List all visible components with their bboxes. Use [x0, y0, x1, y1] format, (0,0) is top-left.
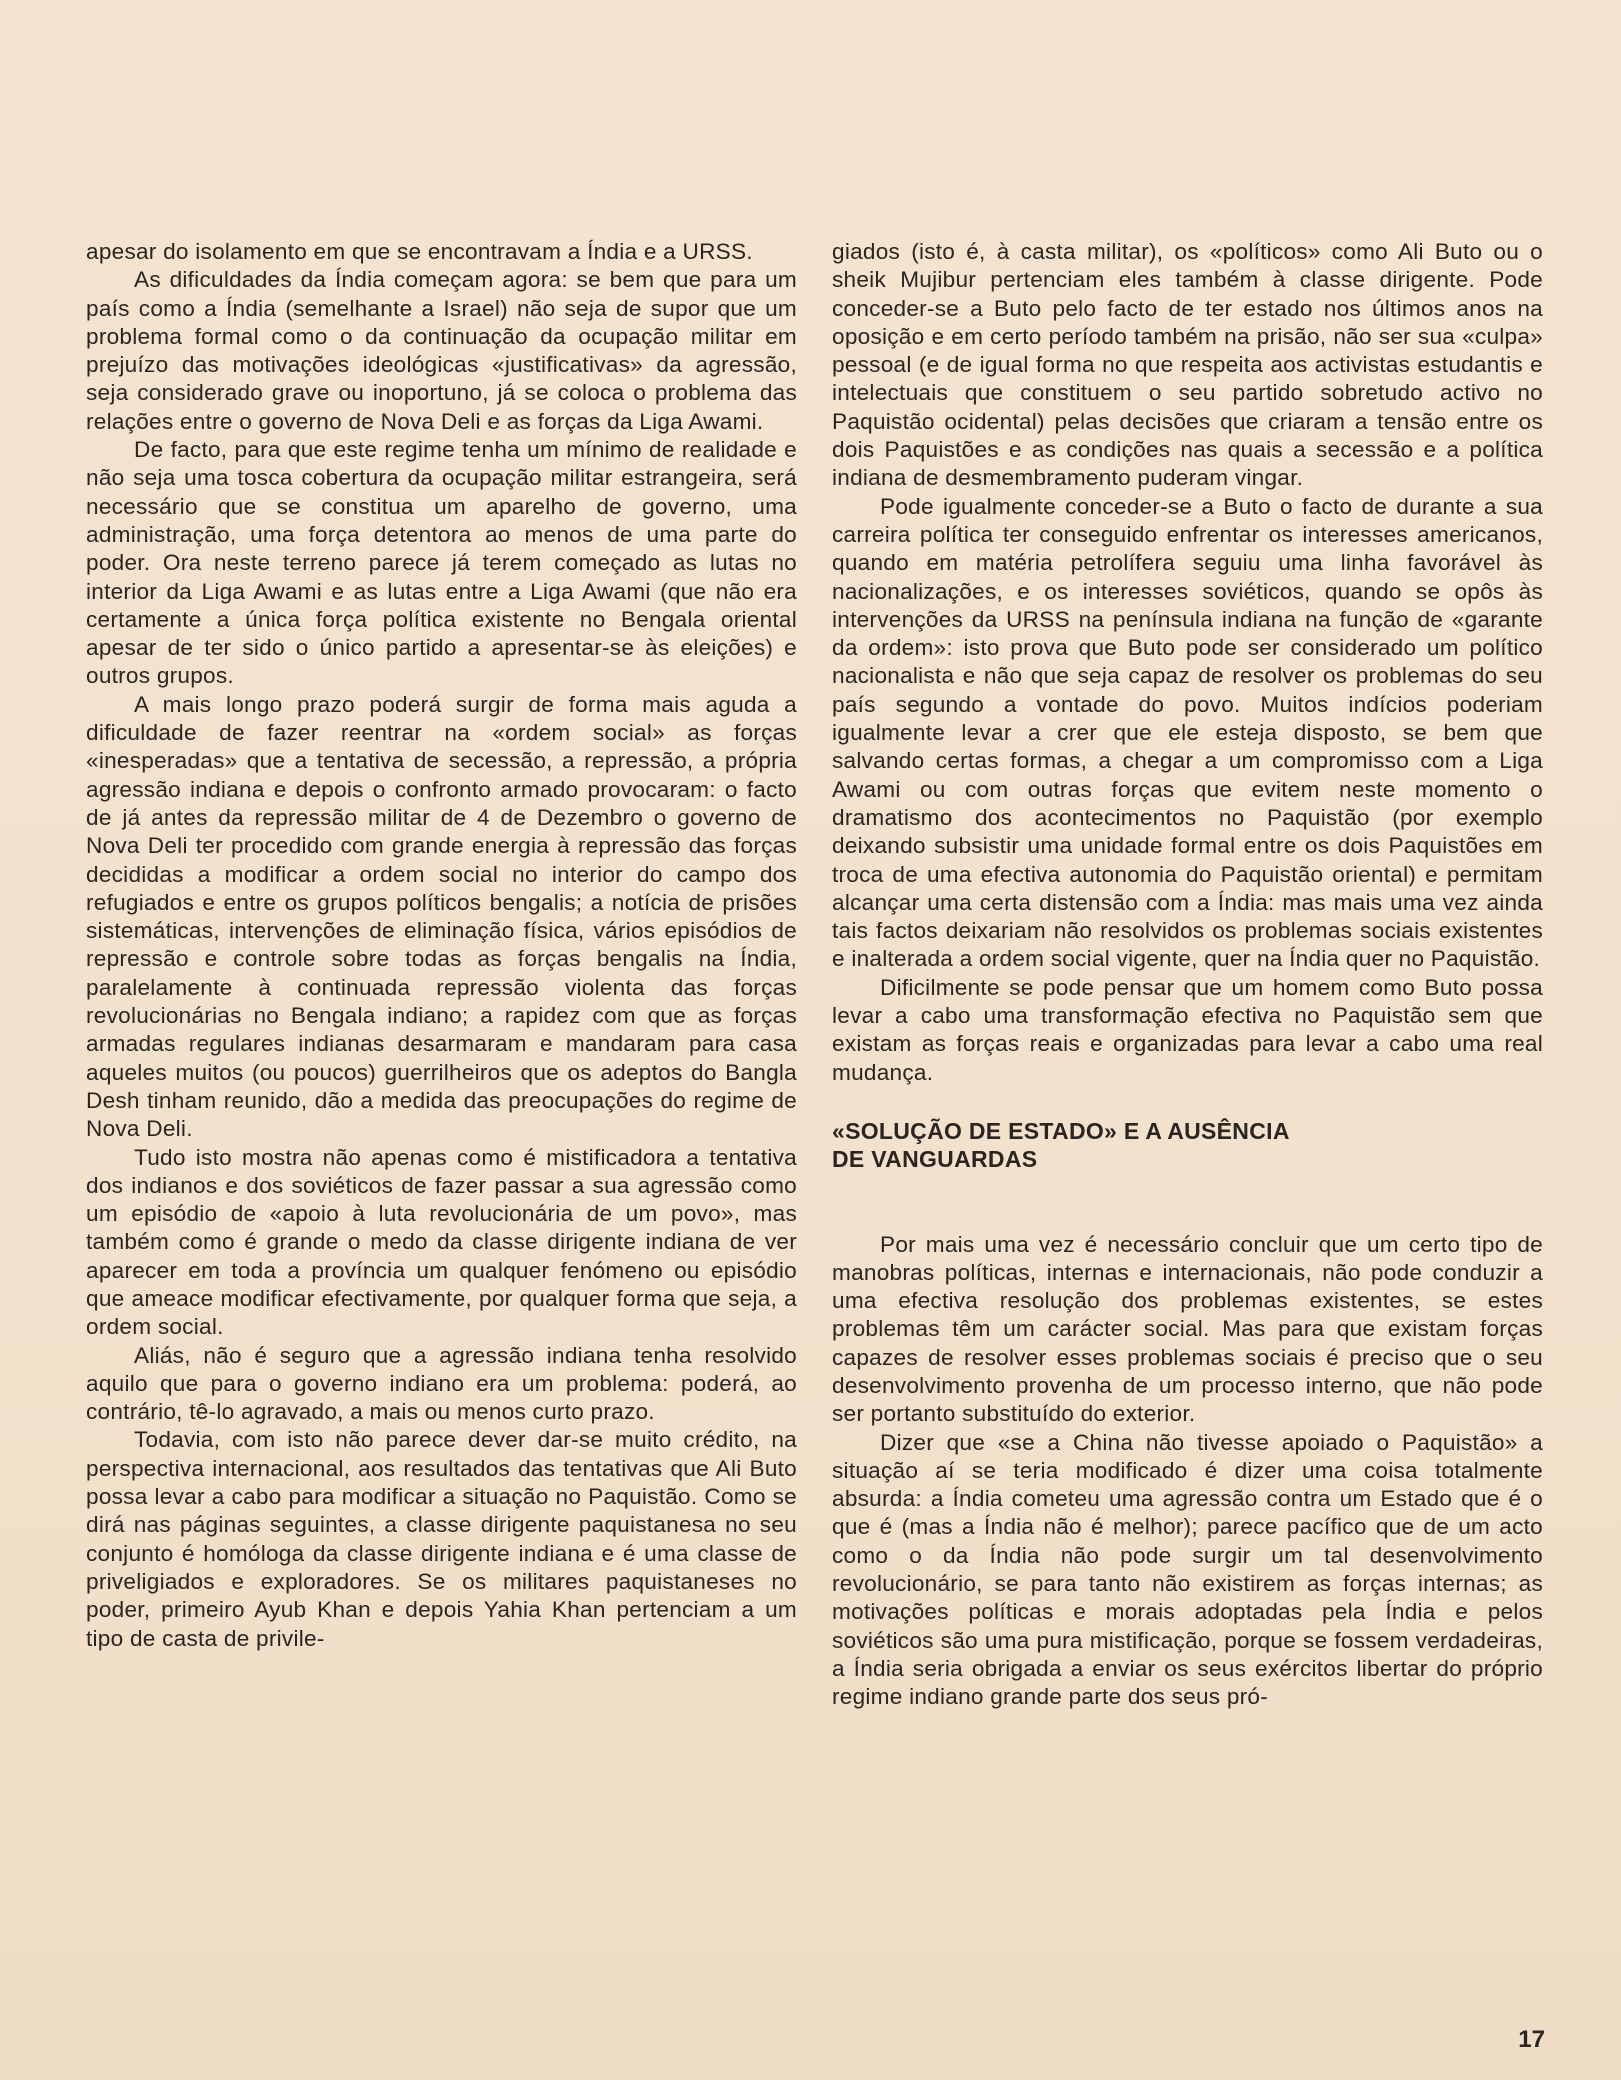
paragraph: Dizer que «se a China não tivesse apoiado o Paquistão» a situação aí se teria modificado é dizer uma coisa totalmente absurda: a Índia cometeu uma agressão contra um Estado que é o que é (mas a Índia não é melhor); parece pacífico que de um acto como o da Índia não pode surgir um tal desenvolvimento revolucionário, se para tanto não existirem as forças internas; as motivações políticas e morais adoptadas pela Índia e pelos soviéticos são uma pura mistificação, porque se fossem verdadeiras, a Índia seria obrigada a enviar os seus exércitos libertar do próprio regime indiano grande parte dos seus pró-: [832, 1429, 1543, 1710]
paragraph: Dificilmente se pode pensar que um homem como Buto possa levar a cabo uma transformação efectiva no Paquistão sem que existam as forças reais e organizadas para levar a cabo uma real mudança.: [832, 974, 1543, 1085]
section-heading: [832, 1117, 1543, 1174]
paragraph: Pode igualmente conceder-se a Buto o facto de durante a sua carreira política ter conseguido enfrentar os interesses americanos, quando em matéria petrolífera seguiu uma linha favorável às nacionalizações, e os interesses soviéticos, quando se opôs às intervenções da URSS na península indiana na função de «garante da ordem»: isto prova que Buto pode ser considerado um político nacionalista e não que seja capaz de resolver os problemas do seu país segundo a vontade do povo. Muitos indícios poderiam igualmente levar a crer que ele esteja disposto, se bem que salvando certas formas, a chegar a um compromisso com a Liga Awami ou com outras forças que evitem neste momento o dramatismo dos acontecimentos no Paquistão (por exemplo deixando subsistir uma unidade formal entre os dois Paquistões em troca de uma efectiva autonomia do Paquistão oriental) e permitam alcançar uma certa distensão com a Índia: mas mais uma vez ainda tais factos deixariam não resolvidos os problemas sociais existentes e inalterada a ordem social vigente, quer na Índia quer no Paquistão.: [832, 493, 1543, 972]
paragraph: Tudo isto mostra não apenas como é mistificadora a tentativa dos indianos e dos soviéticos de fazer passar a sua agressão como um episódio de «apoio à luta revolucionária de um povo», mas também como é grande o medo da classe dirigente indiana de ver aparecer em toda a província um qualquer fenómeno ou episódio que ameace modificar efectivamente, por qualquer forma que seja, a ordem social.: [86, 1144, 797, 1340]
paragraph: Todavia, com isto não parece dever dar-se muito crédito, na perspectiva internacional, aos resultados das tentativas que Ali Buto possa levar a cabo para modificar a situação no Paquistão. Como se dirá nas páginas seguintes, a classe dirigente paquistanesa no seu conjunto é homóloga da classe dirigente indiana e é uma classe de priveligiados e exploradores. Se os militares paquistaneses no poder, primeiro Ayub Khan e depois Yahia Khan pertenciam a um tipo de casta de privile-: [86, 1427, 797, 1651]
paragraph: A mais longo prazo poderá surgir de forma mais aguda a dificuldade de fazer reentrar na «ordem social» as forças «inesperadas» que a tentativa de secessão, a repressão, a própria agressão indiana e depois o confronto armado provocaram: o facto de já antes da repressão militar de 4 de Dezembro o governo de Nova Deli ter procedido com grande energia à repressão das forças decididas a modificar a ordem social no interior do campo dos refugiados e entre os grupos políticos bengalis; a notícia de prisões sistemáticas, intervenções de eliminação física, vários episódios de repressão e controle sobre todas as forças bengalis na Índia, paralelamente à continuada repressão violenta das forças revolucionárias no Bengala indiano; a rapidez com que as forças armadas regulares indianas desarmaram e mandaram para casa aqueles muitos (ou poucos) guerrilheiros que os adeptos do Bangla Desh tinham reunido, dão a medida das preocupações do regime de Nova Deli.: [86, 691, 797, 1142]
section-heading-line: «SOLUÇÃO DE ESTADO» E A AUSÊNCIA: [832, 1117, 1290, 1144]
paragraph: As dificuldades da Índia começam agora: se bem que para um país como a Índia (semelhante a Israel) não seja de supor que um problema formal como o da continuação da ocupação militar em prejuízo das motivações ideológicas «justificativas» da agressão, seja considerado grave ou inoportuno, já se coloca o problema das relações entre o governo de Nova Deli e as forças da Liga Awami.: [86, 267, 797, 434]
page-number: 17: [1518, 2026, 1545, 2053]
paragraph: apesar do isolamento em que se encontravam a Índia e a URSS.: [86, 239, 753, 264]
left-column: [86, 238, 797, 1653]
paragraph: Por mais uma vez é necessário concluir que um certo tipo de manobras políticas, internas e internacionais, não pode conduzir a uma efectiva resolução dos problemas existentes, se estes problemas têm um carácter social. Mas para que existam forças capazes de resolver esses problemas sociais é preciso que o seu desenvolvimento provenha de um processo interno, que não pode ser portanto substituído do exterior.: [832, 1231, 1543, 1427]
right-column: [832, 238, 1543, 1712]
paragraph: Aliás, não é seguro que a agressão indiana tenha resolvido aquilo que para o governo indiano era um problema: poderá, ao contrário, tê-lo agravado, a mais ou menos curto prazo.: [86, 1342, 797, 1425]
section-heading-line: DE VANGUARDAS: [832, 1146, 1038, 1173]
paragraph: De facto, para que este regime tenha um mínimo de realidade e não seja uma tosca cobertura da ocupação militar estrangeira, será necessário que se constitua um aparelho de governo, uma administração, uma força detentora ao menos de uma parte do poder. Ora neste terreno parece já terem começado as lutas no interior da Liga Awami e as lutas entre a Liga Awami (que não era certamente a única força política existente no Bengala oriental apesar de ter sido o único partido a apresentar-se às eleições) e outros grupos.: [86, 437, 797, 689]
paragraph: giados (isto é, à casta militar), os «políticos» como Ali Buto ou o sheik Mujibur pertenciam eles também à classe dirigente. Pode conceder-se a Buto pelo facto de ter estado nos últimos anos na oposição e em certo período também na prisão, não ser sua «culpa» pessoal (e de igual forma no que respeita aos activistas estudantis e intelectuais que constituem o seu partido sobretudo activo no Paquistão ocidental) pelas decisões que criaram a tensão entre os dois Paquistões e as condições nas quais a secessão e a política indiana de desmembramento puderam vingar.: [832, 239, 1543, 491]
